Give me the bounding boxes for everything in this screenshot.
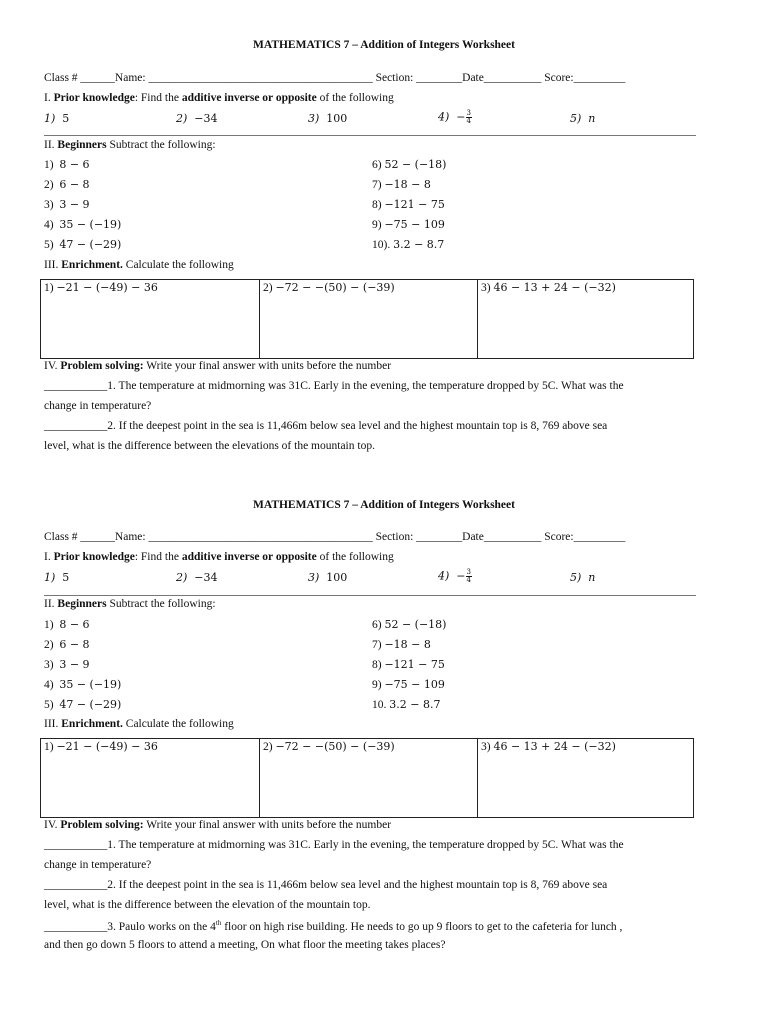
section-enrichment-heading: III. Enrichment. Calculate the following bbox=[44, 259, 234, 271]
worksheet-title: MATHEMATICS 7 – Addition of Integers Worksheet bbox=[253, 39, 515, 51]
list-item: 6) 52 − (−18) bbox=[372, 618, 447, 631]
fraction: $\frac{3}{4}$ bbox=[466, 109, 471, 125]
list-item: 5) n bbox=[570, 571, 596, 584]
section-enrichment-heading: III. Enrichment. Calculate the following bbox=[44, 718, 234, 730]
problem-line: change in temperature? bbox=[44, 400, 152, 412]
divider bbox=[44, 595, 696, 596]
list-item: 10. 3.2 − 8.7 bbox=[372, 698, 441, 711]
list-item: 9) −75 − 109 bbox=[372, 678, 445, 691]
list-item: 5) 47 − (−29) bbox=[44, 238, 122, 251]
section-problem-solving-heading: IV. Problem solving: Write your final answer with units before the number bbox=[44, 819, 392, 831]
problem-line: ___________2. If the deepest point in the sea is 11,466m below sea level and the highest mountain top is 8, 769 above sea bbox=[44, 420, 608, 432]
problem-line: ___________2. If the deepest point in the sea is 11,466m below sea level and the highest mountain top is 8, 769 above sea bbox=[44, 879, 608, 891]
problem-line: and then go down 5 floors to attend a meeting, On what floor the meeting takes places? bbox=[44, 939, 446, 951]
list-item: 4) − $\frac{3}{4}$ bbox=[438, 109, 471, 125]
list-item: 1) 8 − 6 bbox=[44, 618, 90, 631]
list-item: 8) −121 − 75 bbox=[372, 198, 445, 211]
list-item: 8) −121 − 75 bbox=[372, 658, 445, 671]
problem-line: change in temperature? bbox=[44, 859, 152, 871]
answer-cell[interactable]: 3) 46 − 13 + 24 − (−32) bbox=[477, 280, 693, 358]
list-item: 3) 100 bbox=[308, 571, 348, 584]
section-beginners-heading: II. Beginners Subtract the following: bbox=[44, 598, 216, 610]
list-item: 3) 3 − 9 bbox=[44, 198, 90, 211]
problem-line: ___________1. The temperature at midmorning was 31C. Early in the evening, the temperature dropped by 5C. What was the bbox=[44, 839, 624, 851]
worksheet-title: MATHEMATICS 7 – Addition of Integers Worksheet bbox=[253, 499, 515, 511]
problem-line: level, what is the difference between the elevations of the mountain top. bbox=[44, 440, 375, 452]
section-prior-knowledge-heading: I. Prior knowledge: Find the additive inverse or opposite of the following bbox=[44, 551, 394, 563]
answer-cell[interactable]: 1) −21 − (−49) − 36 bbox=[44, 281, 158, 294]
list-item: 1) 8 − 6 bbox=[44, 158, 90, 171]
list-item: 6) 52 − (−18) bbox=[372, 158, 447, 171]
problem-line: ___________1. The temperature at midmorning was 31C. Early in the evening, the temperature dropped by 5C. What was the bbox=[44, 380, 624, 392]
problem-line: level, what is the difference between the elevation of the mountain top. bbox=[44, 899, 371, 911]
list-item: 3) 3 − 9 bbox=[44, 658, 90, 671]
divider bbox=[44, 135, 696, 136]
answer-cell[interactable]: 2) −72 − −(50) − (−39) bbox=[259, 280, 477, 358]
list-item: 9) −75 − 109 bbox=[372, 218, 445, 231]
list-item: 2) −34 bbox=[176, 571, 218, 584]
enrichment-answer-table bbox=[40, 279, 694, 359]
fraction: $\frac{3}{4}$ bbox=[466, 568, 471, 584]
list-item: 4) − $\frac{3}{4}$ bbox=[438, 568, 471, 584]
answer-cell[interactable]: 3) 46 − 13 + 24 − (−32) bbox=[477, 739, 693, 817]
list-item: 7) −18 − 8 bbox=[372, 178, 431, 191]
list-item: 1) 5 bbox=[44, 112, 70, 125]
answer-cell[interactable]: 1) −21 − (−49) − 36 bbox=[44, 740, 158, 753]
list-item: 10). 3.2 − 8.7 bbox=[372, 238, 445, 251]
problem-line: ___________3. Paulo works on the 4th floor on high rise building. He needs to go up 9 floors to get to the cafeteria for lunch , bbox=[44, 919, 623, 933]
list-item: 7) −18 − 8 bbox=[372, 638, 431, 651]
section-problem-solving-heading: IV. Problem solving: Write your final answer with units before the number bbox=[44, 360, 392, 372]
section-beginners-heading: II. Beginners Subtract the following: bbox=[44, 139, 216, 151]
student-info-line: Class # ______Name: _______________________________________ Section: ________Date__________ Score:_________ bbox=[44, 72, 626, 84]
section-prior-knowledge-heading: I. Prior knowledge: Find the additive inverse or opposite of the following bbox=[44, 92, 394, 104]
list-item: 1) 5 bbox=[44, 571, 70, 584]
list-item: 5) n bbox=[570, 112, 596, 125]
list-item: 3) 100 bbox=[308, 112, 348, 125]
student-info-line: Class # ______Name: _______________________________________ Section: ________Date__________ Score:_________ bbox=[44, 531, 626, 543]
answer-cell[interactable]: 2) −72 − −(50) − (−39) bbox=[259, 739, 477, 817]
list-item: 2) 6 − 8 bbox=[44, 178, 90, 191]
list-item: 4) 35 − (−19) bbox=[44, 678, 122, 691]
list-item: 2) −34 bbox=[176, 112, 218, 125]
list-item: 5) 47 − (−29) bbox=[44, 698, 122, 711]
enrichment-answer-table bbox=[40, 738, 694, 818]
list-item: 4) 35 − (−19) bbox=[44, 218, 122, 231]
list-item: 2) 6 − 8 bbox=[44, 638, 90, 651]
